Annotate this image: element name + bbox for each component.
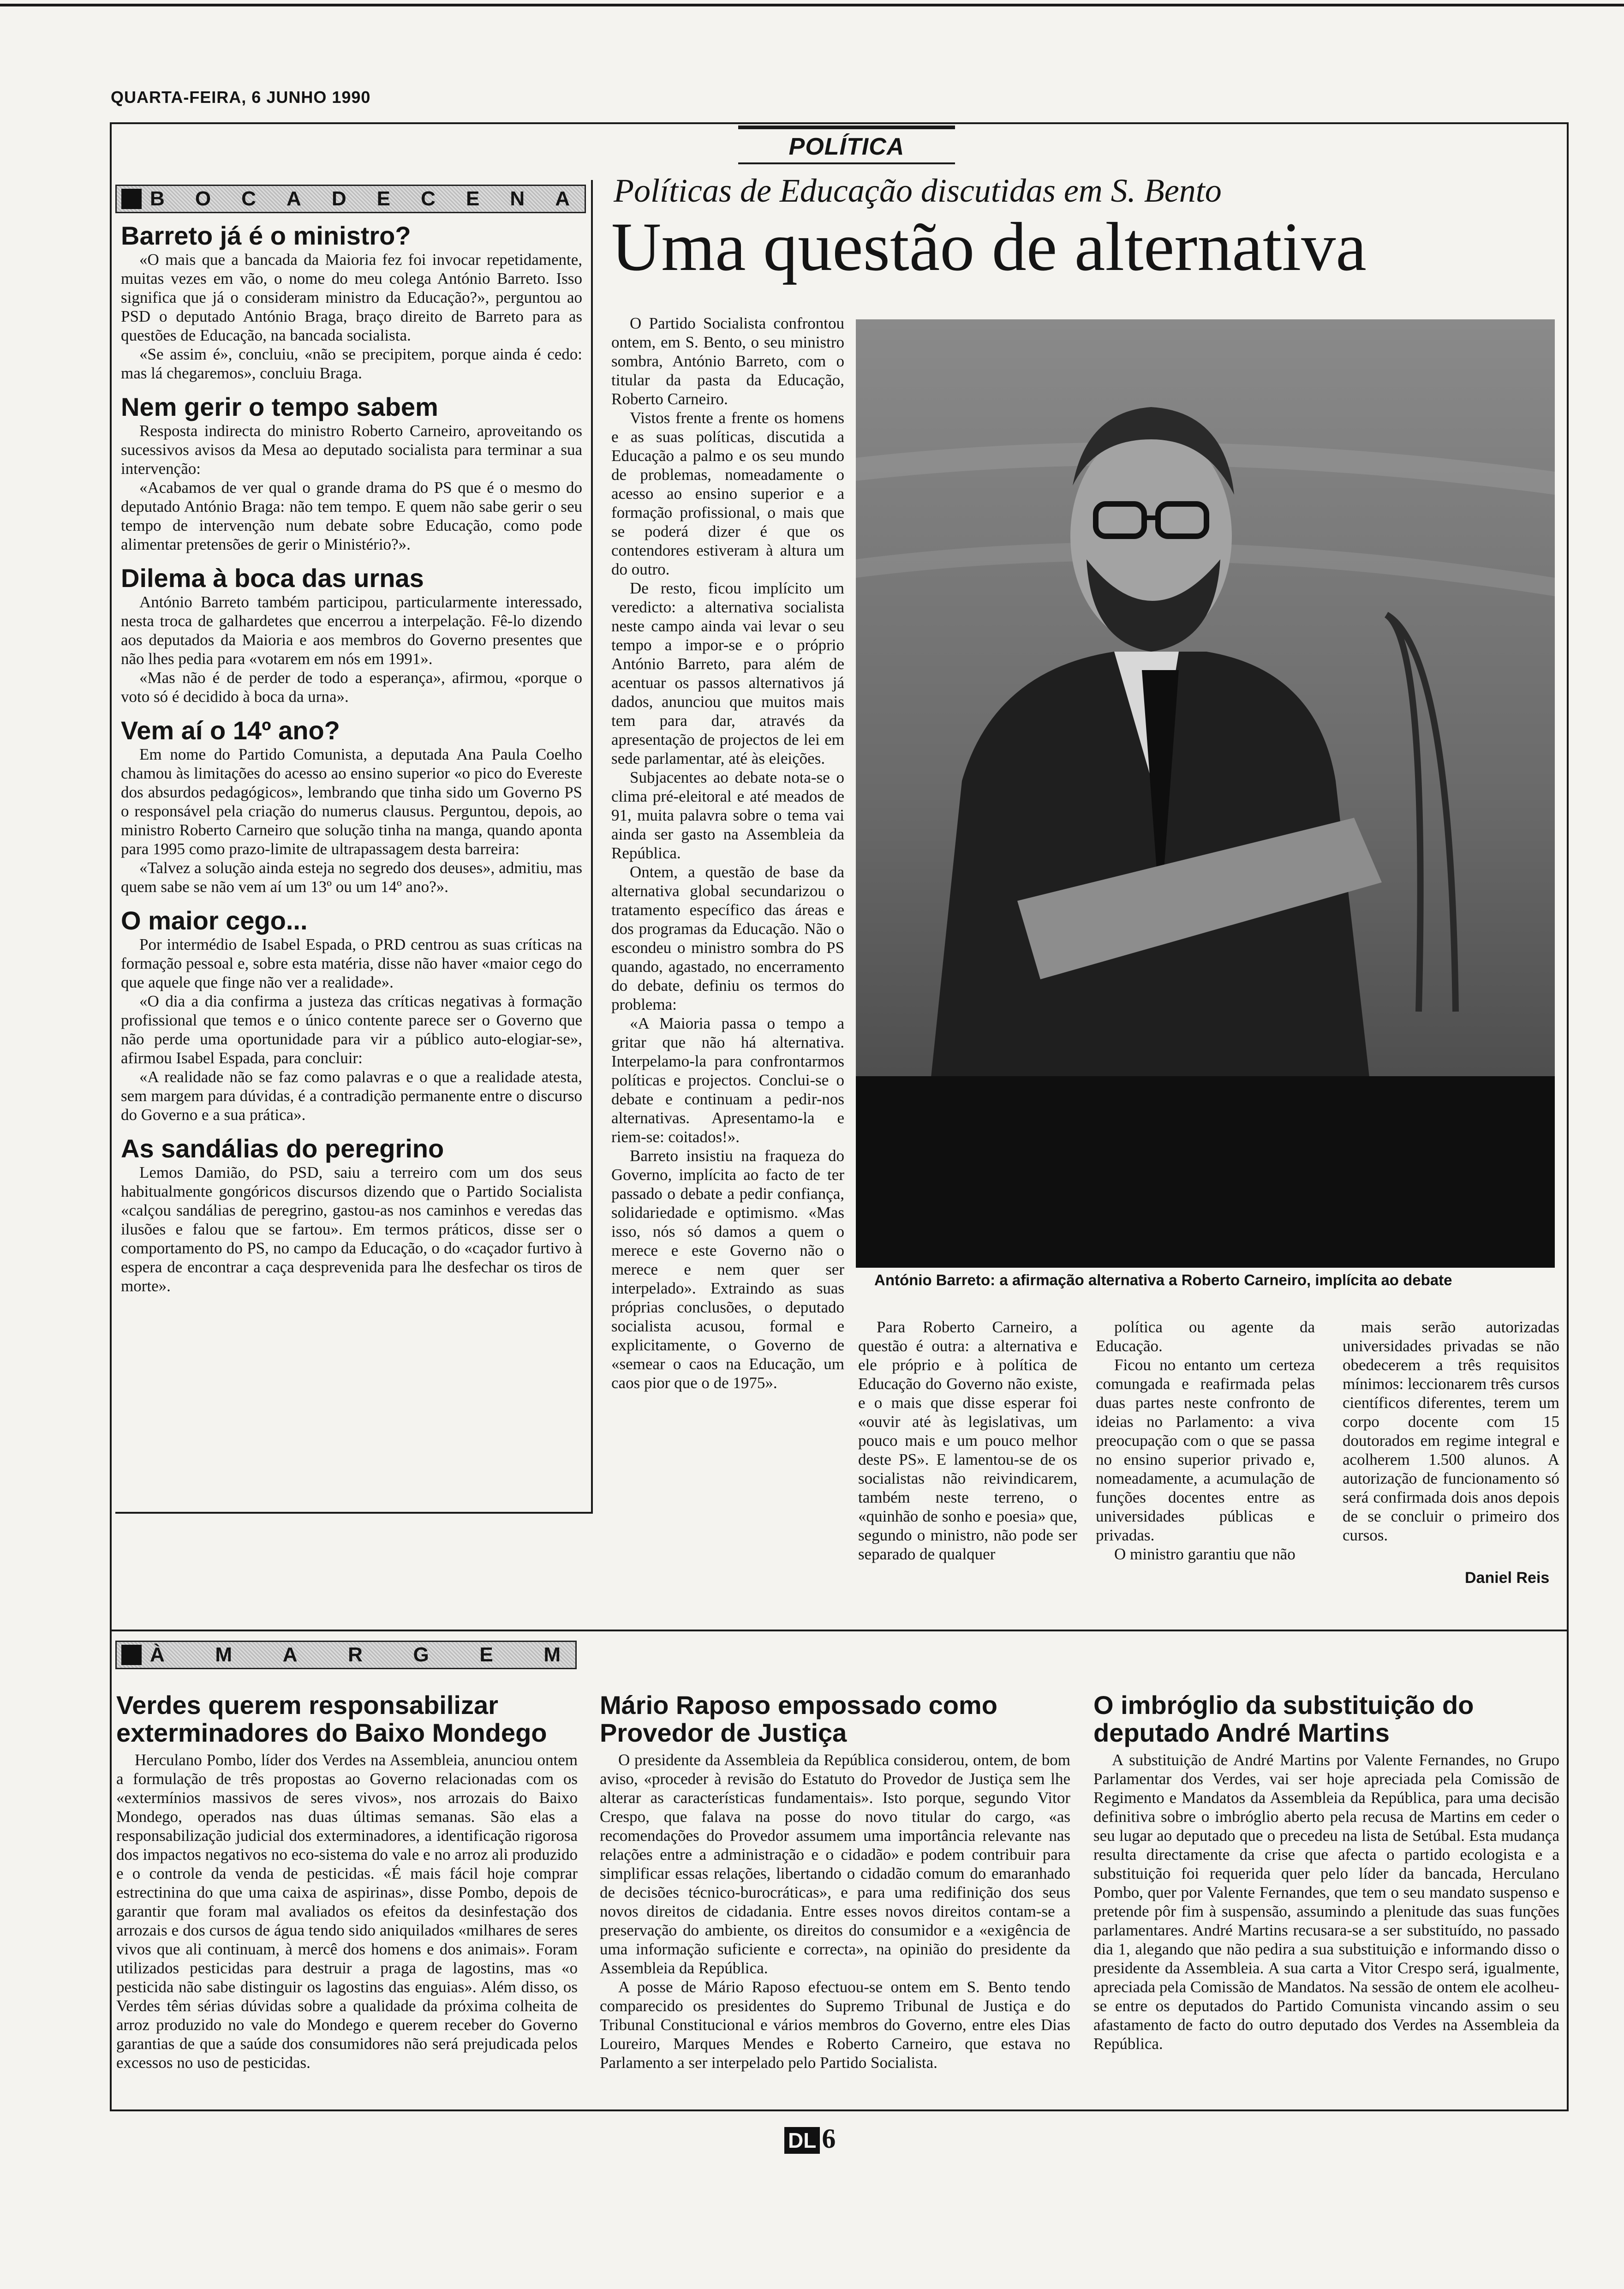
banner-letter: G (413, 1643, 430, 1666)
byline: Daniel Reis (1465, 1569, 1550, 1587)
boca-de-cena-banner (115, 185, 586, 213)
sidebar-item-title: Dilema à boca das urnas (121, 563, 424, 593)
sidebar-item-body (121, 1163, 582, 1295)
article-mario-raposo (600, 1691, 1070, 2072)
main-column-4 (1343, 1318, 1559, 1545)
sidebar-item-title: O maior cego... (121, 906, 308, 935)
sidebar-item-body (121, 593, 582, 706)
headline: Uma questão de alternativa (611, 209, 1367, 285)
sidebar-item-body (121, 745, 582, 896)
paragraph: Herculano Pombo, líder dos Verdes na Assembleia, anunciou ontem a formulação de três propostas ao Governo relacionadas com os «extermínios massivos de seres vivos», nos arrozais do Baixo Mondego, operados nas duas últimas semanas. São elas a responsabilização judicial dos exterminadores, a identificação rigorosa dos impactos negativos no eco-sistema do vale e no arroz ali produzido e o controle da venda de pesticidas. «É mais fácil hoje comprar estrectinina do que uma caixa de aspirinas», disse Pombo, depois de garantir que foram mal avaliados os efeitos da desinfestação dos arrozais e dos cursos de água tendo sido aniquilados «milhares de seres vivos que ali continuam, à mercê dos homens e dos animais». Foram utilizados pesticidas para destruir a praga de lagostins, mas «o pesticida não sabe distinguir os lagostins das enguias». Além disso, os Verdes têm sérias dúvidas sobre a qualidade da próxima colheita de arroz produzido no vale do Mondego e querem receber do Governo garantias de que a saúde dos consumidores não será prejudicada pelos excessos no uso de pesticidas. (116, 1751, 578, 2072)
paragraph: «O dia a dia confirma a justeza das críticas negativas à formação profissional que temos e o único contente parece ser o Governo que não perde uma oportunidade para vir a público auto-elogiar-se», afirmou Isabel Espada, para concluir: (121, 992, 582, 1067)
newspaper-logo: DL (784, 2127, 820, 2154)
paragraph: mais serão autorizadas universidades privadas se não obedecerem a três requisitos mínimos: leccionarem três cursos científicos diferentes, terem um corpo docente com 15 doutorados em regime integral e acolherem 1.500 alunos. A autorização de funcionamento só será confirmada dois anos depois de se concluir o primeiro dos cursos. (1343, 1318, 1559, 1544)
banner-word (150, 1643, 575, 1666)
kicker: Políticas de Educação discutidas em S. Bento (614, 172, 1222, 209)
sidebar-column (121, 222, 582, 1295)
banner-letter: E (479, 1643, 494, 1666)
sidebar-item-title: Barreto já é o ministro? (121, 221, 411, 250)
section-label: POLÍTICA (788, 133, 905, 160)
banner-letter: À (150, 1643, 166, 1666)
bottom-frame-left (110, 1631, 112, 2111)
main-column-3 (1096, 1318, 1315, 1564)
banner-letter: A (555, 187, 571, 210)
banner-letter: N (510, 187, 526, 210)
paragraph: política ou agente da Educação. (1096, 1318, 1315, 1355)
paragraph: António Barreto também participou, particularmente interessado, nesta troca de galhardetes que encerrou a interpelação. Fê-lo dizendo aos deputados da Maioria e aos membros do Governo presentes que não lhes pedia para «votarem em nós em 1991». (121, 593, 582, 668)
paragraph: «O mais que a bancada da Maioria fez foi invocar repetidamente, muitas vezes em vão, o nome do meu colega António Barreto. Isso significa que já o consideram ministro da Educação?», perguntou ao PSD o deputado António Braga, braço direito de Barreto para as questões de Educação, na bancada socialista. (121, 251, 582, 344)
photo-illustration (856, 319, 1555, 1268)
speaker-photo (856, 319, 1555, 1268)
paragraph: A substituição de André Martins por Valente Fernandes, no Grupo Parlamentar dos Verdes, vai ser hoje apreciada pela Comissão de Regimento e Mandatos da Assembleia da República, para uma decisão definitiva sobre o imbróglio aberto pela recusa de Martins em ceder o seu lugar ao deputado que o precedeu na lista de Setúbal. Esta mudança resulta directamente da crise que afecta o partido ecologista e a substituição foi requerida quer pelo líder da bancada, Herculano Pombo, quer por Valente Fernandes, que tem o seu mandato suspenso e pretende pôr fim à suspensão, assumindo a plenitude das suas funções parlamentares. André Martins recusara-se a ser substituído, no passado dia 1, alegando que não pedira a sua substituição e informando disso o presidente da Assembleia. A sua carta a Vitor Crespo será, igualmente, apreciada pela Comissão de Mandatos. Na sessão de ontem ele acolheu-se entre os deputados do Partido Comunista vincando assim o seu afastamento de facto do outro deputado dos Verdes na Assembleia da República. (1093, 1751, 1559, 2053)
banner-letter: B (150, 187, 166, 210)
sidebar-item-body (121, 250, 582, 383)
sidebar-item-title: Vem aí o 14º ano? (121, 716, 340, 745)
main-narrow-column (611, 314, 844, 1392)
paragraph: De resto, ficou implícito um veredicto: a alternativa socialista neste campo ainda vai levar o seu tempo a impor-se e o próprio António Barreto, para além de acentuar os passos alternativos já dados, anunciou que muitos mais tem para dar, através da apresentação de projectos de lei em sede parlamentar, até às eleições. (611, 579, 844, 767)
paragraph: «Acabamos de ver qual o grande drama do PS que é o mesmo do deputado António Braga: não tem tempo. E quem não sabe gerir o seu tempo de intervenção num debate sobre Educação, como pode alimentar pretensões de gerir o Ministério?». (121, 479, 582, 553)
date-line: QUARTA-FEIRA, 6 JUNHO 1990 (111, 88, 371, 107)
sidebar-item-title: As sandálias do peregrino (121, 1134, 444, 1163)
section-bar (738, 126, 955, 129)
paragraph: O Partido Socialista confrontou ontem, em S. Bento, o seu ministro sombra, António Barreto, com o titular da pasta da Educação, Roberto Carneiro. (611, 314, 844, 408)
sidebar-item-body (121, 421, 582, 554)
bottom-frame-bottom (110, 2109, 1569, 2111)
banner-letter: M (543, 1643, 561, 1666)
banner-letter: A (286, 187, 302, 210)
banner-letter: E (376, 187, 392, 210)
article-andre-martins (1093, 1691, 1559, 2053)
paragraph: Ficou no entanto um certeza comungada e reafirmada pelas duas partes neste confronto de ideias no Parlamento: a viva preocupação com o que se passa no ensino superior privado e, nomeadamente, a acumulação de funções docentes entre as universidades públicas e privadas. (1096, 1356, 1315, 1544)
bottom-frame-right (1567, 1631, 1569, 2111)
paragraph: Para Roberto Carneiro, a questão é outra: a alternativa e ele próprio e à política de Educação do Governo não existe, e o mais que disse esperar foi «ouvir até às legislativas, um pouco mais e um pouco melhor deste PS». E lamentou-se de os socialistas não reivindicarem, também neste terreno, o «quinhão de sonho e poesia» que, segundo o ministro, não pode ser separado de qualquer (858, 1318, 1077, 1563)
article-body (116, 1750, 578, 2072)
article-body (1093, 1750, 1559, 2053)
banner-letter: M (215, 1643, 233, 1666)
paragraph: Barreto insistiu na fraqueza do Governo, implícita ao facto de ter passado o debate a pedir confiança, solidariedade e optimismo. «Mas isso, nós só damos a quem o merece e este Governo não o merece e nem quer ser interpelado». Extraindo as suas próprias conclusões, o deputado socialista acusou, formal e explicitamente, o Governo de «semear o caos na Educação, um caos pior que o de 1975». (611, 1147, 844, 1392)
folio (784, 2123, 836, 2155)
paragraph: Resposta indirecta do ministro Roberto Carneiro, aproveitando os sucessivos avisos da Mesa ao deputado socialista para terminar a sua intervenção: (121, 422, 582, 478)
sidebar-item-body (121, 935, 582, 1124)
paragraph: A posse de Mário Raposo efectuou-se ontem em S. Bento tendo comparecido os presidentes do Supremo Tribunal de Justiça e do Tribunal Constitucional e vários membros do Governo, entre eles Dias Loureiro, Marques Mendes e Roberto Carneiro, que estava no Parlamento a ser interpelado pelo Partido Socialista. (600, 1978, 1070, 2072)
paragraph: «Mas não é de perder de todo a esperança», afirmou, «porque o voto só é decidido à boca da urna». (121, 669, 582, 706)
article-title: Mário Raposo empossado como Provedor de Justiça (600, 1690, 997, 1747)
photo-caption: António Barreto: a afirmação alternativa a Roberto Carneiro, implícita ao debate (874, 1271, 1452, 1288)
paragraph: O presidente da Assembleia da República considerou, ontem, de bom aviso, «proceder à revisão do Estatuto do Provedor de Justiça sem lhe alterar as características fundamentais». Isto porque, segundo Vitor Crespo, que falava na posse do novo titular do cargo, «as recomendações do Provedor assumem uma importância relevante nas relações entre a administração e o cidadão» e podem contribuir para simplificar essas relações, libertando o cidadão comum do emaranhado de decisões técnico-burocráticas», e para uma redifinição dos seus novos direitos de cidadania. Entre esses novos direitos contam-se a preservação do ambiente, os direitos do consumidor e a «exigência de uma informação suficiente e correcta», na opinião do presidente da Assembleia da República. (600, 1751, 1070, 1977)
paragraph: «Talvez a solução ainda esteja no segredo dos deuses», admitiu, mas quem sabe se não vem aí um 13º ou um 14º ano?». (121, 859, 582, 896)
page-number: 6 (822, 2123, 836, 2154)
banner-letter: D (331, 187, 347, 210)
paragraph: Em nome do Partido Comunista, a deputada Ana Paula Coelho chamou às limitações do acesso ao ensino superior «o pico do Evereste dos absurdos pedagógicos», lembrando que tinha sido um Governo PS o responsável pela criação do numerus clausus. Perguntou, depois, ao ministro Roberto Carneiro que solução tinha na manga, quando aponta para 1995 como prazo-limite de ultrapassagem desta barreira: (121, 745, 582, 858)
paragraph: «Se assim é», concluiu, «não se precipitem, porque ainda é cedo: mas lá chegaremos», concluiu Braga. (121, 345, 582, 382)
main-column-2 (858, 1318, 1077, 1564)
top-rule (0, 4, 1624, 6)
banner-square-icon (121, 189, 142, 209)
banner-square-icon (121, 1645, 142, 1665)
article-verdes (116, 1691, 578, 2072)
banner-letter: R (348, 1643, 364, 1666)
section-underline (738, 162, 955, 164)
paragraph: «A Maioria passa o tempo a gritar que não há alternativa. Interpelamo-la para confrontarmos políticas e projectos. Conclui-se o debate e continuam a pedir-nos alternativas. Apresentamo-la e riem-se: coitados!». (611, 1014, 844, 1146)
paragraph: Vistos frente a frente os homens e as suas políticas, discutida a Educação a palmo e os seu mundo de problemas, nomeadamente o acesso ao ensino superior e a formação profissional, o mais que se poderá dizer é que os contendores estiveram à altura um do outro. (611, 409, 844, 578)
banner-letter: O (195, 187, 212, 210)
paragraph: O ministro garantiu que não (1114, 1545, 1296, 1563)
article-body (600, 1750, 1070, 2072)
paragraph: Ontem, a questão de base da alternativa global secundarizou o tratamento específico das áreas e dos programas da Educação. Não o escondeu o ministro sombra do PS quando, agastado, no encerramento do debate, definiu os termos do problema: (611, 863, 844, 1013)
article-title: Verdes querem responsabilizar exterminadores do Baixo Mondego (116, 1690, 547, 1747)
banner-word (150, 187, 585, 210)
banner-letter: E (466, 187, 481, 210)
a-margem-banner (115, 1641, 577, 1669)
sidebar-item-title: Nem gerir o tempo sabem (121, 392, 438, 421)
banner-letter: C (241, 187, 257, 210)
paragraph: Lemos Damião, do PSD, saiu a terreiro com um dos seus habitualmente gongóricos discursos dizendo que o Partido Socialista «calçou sandálias de peregrino, gastou-as nos caminhos e veredas das ilusões e falou que se fartou». Em termos práticos, disse ser o comportamento do PS, no campo da Educação, o do «caçador furtivo à espera de encontrar a caça desprevenida para lhe desfechar os tiros de morte». (121, 1163, 582, 1295)
paragraph: Por intermédio de Isabel Espada, o PRD centrou as suas críticas na formação pessoal e, sobre esta matéria, disse não haver «maior cego do que aquele que finge não ver a realidade». (121, 935, 582, 991)
paragraph: Subjacentes ao debate nota-se o clima pré-eleitoral e até meados de 91, muita palavra sobre o tema vai ainda ser gasto na Assembleia da República. (611, 768, 844, 862)
paragraph: «A realidade não se faz como palavras e o que a realidade atesta, sem margem para dúvidas, é a contradição permanente entre o discurso do Governo e a sua prática». (121, 1068, 582, 1124)
banner-letter: A (282, 1643, 299, 1666)
banner-letter: C (421, 187, 436, 210)
article-title: O imbróglio da substituição do deputado André Martins (1093, 1690, 1474, 1747)
